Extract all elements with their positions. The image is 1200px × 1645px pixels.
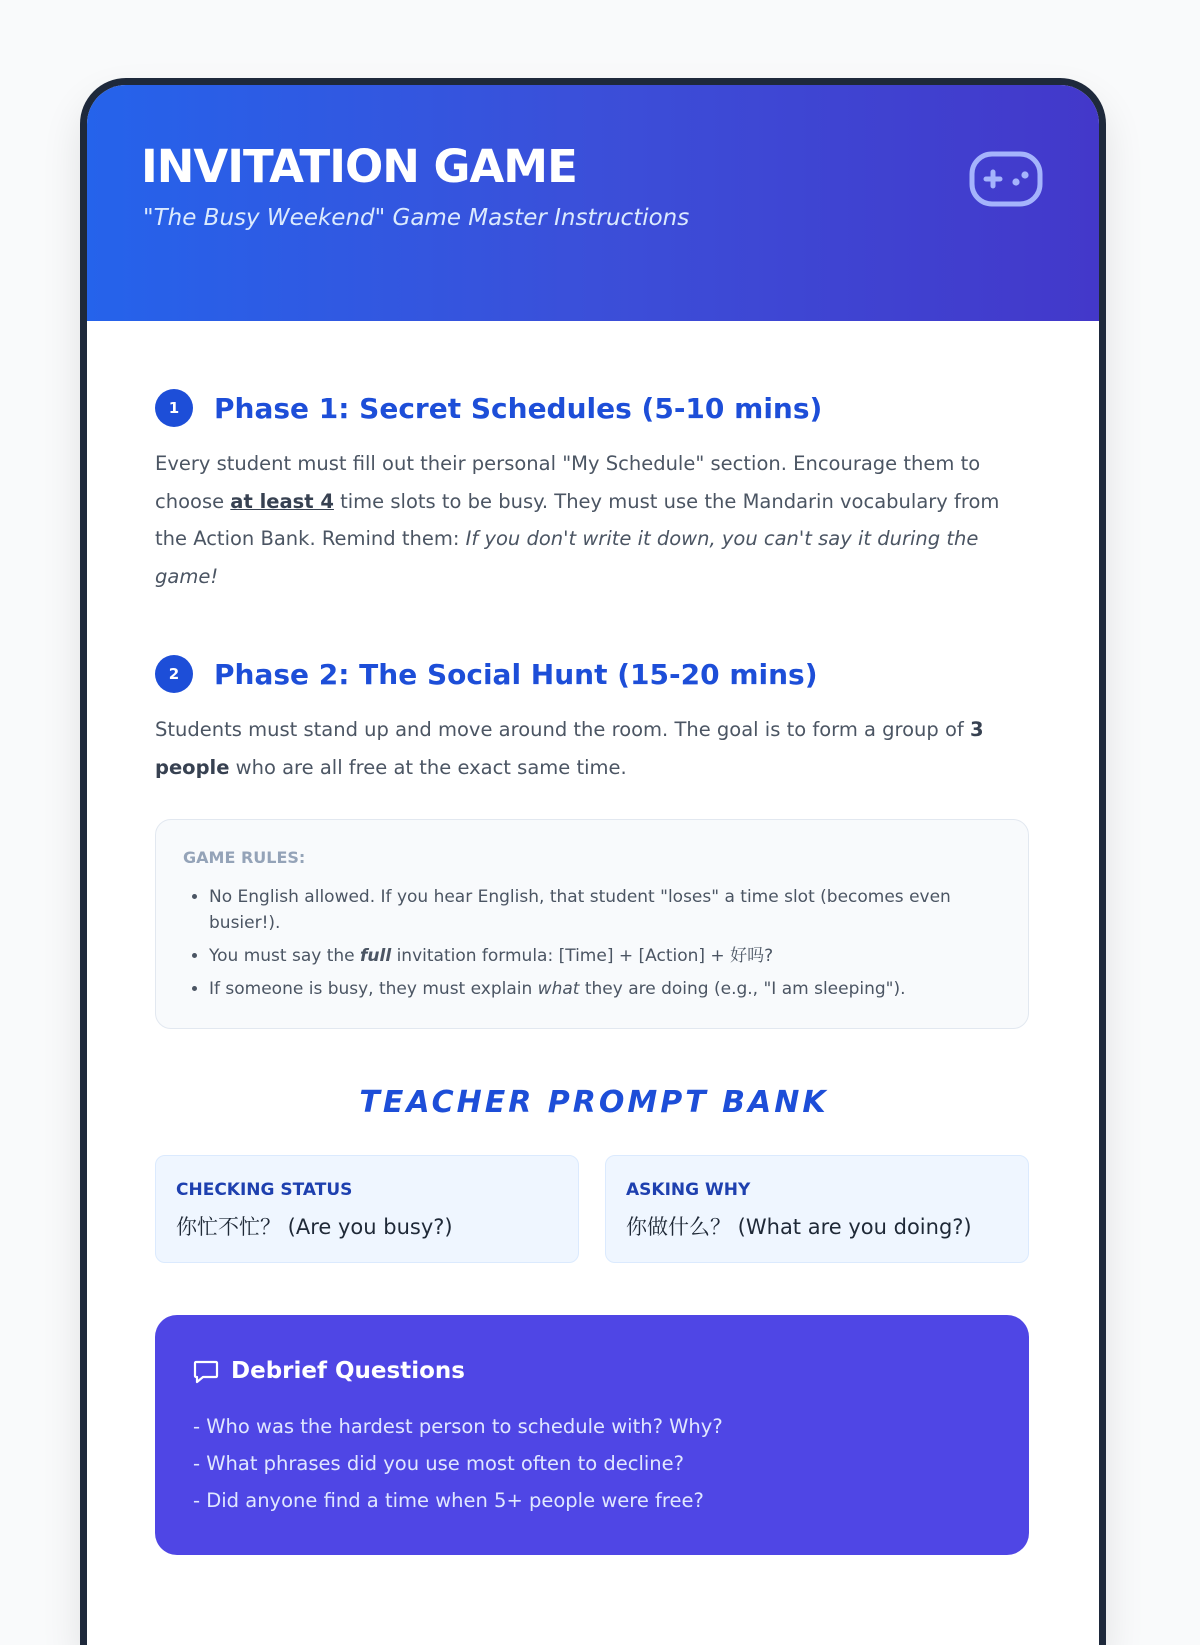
phase-1-number-badge: 1 [155,389,193,427]
rule-2-text-a: You must say the [209,946,361,966]
header-banner [87,85,1099,321]
debrief-question-list [193,1408,723,1519]
rule-3-text-a: If someone is busy, they must explain [209,979,538,999]
phase-1-emphasis: at least 4 [230,489,334,513]
prompt-card-label: ASKING WHY [626,1180,751,1200]
phase-1-heading [155,389,822,427]
rule-item: • No English allowed. If you hear English, that student "loses" a time slot (becomes even busier!). [209,884,1009,936]
prompt-card-label: CHECKING STATUS [176,1180,353,1200]
rule-3-text-b: they are doing (e.g., "I am sleeping"). [579,979,906,999]
page-subtitle: "The Busy Weekend" Game Master Instructions [143,205,690,231]
prompt-card-text: 你忙不忙？ (Are you busy?) [176,1215,453,1239]
phase-2-heading [155,655,818,693]
debrief-panel [155,1315,1029,1555]
instruction-card [80,78,1106,1645]
debrief-title: Debrief Questions [231,1358,465,1384]
debrief-question: - Who was the hardest person to schedule with? Why? [193,1415,723,1438]
prompt-card-checking-status [155,1155,579,1263]
phase-1-text-a: Every student must fill out their personal "My Schedule" section. Encourage them to choose [155,452,981,513]
phase-2-number-badge: 2 [155,655,193,693]
prompt-card-asking-why [605,1155,1029,1263]
phase-2-title: Phase 2: The Social Hunt (15-20 mins) [214,657,818,691]
phase-2-text-b: who are all free at the exact same time. [229,755,627,779]
rule-2-text-b: invitation formula: [Time] + [Action] + 好吗? [391,946,774,966]
phase-1-description [155,445,1033,595]
phase-1-title: Phase 1: Secret Schedules (5-10 mins) [214,391,823,425]
prompt-bank-title: TEACHER PROMPT BANK [359,1085,829,1120]
game-rules-list [183,884,1009,1009]
debrief-question: - Did anyone find a time when 5+ people were free? [193,1489,704,1512]
debrief-heading [193,1358,465,1384]
rule-item [209,976,1009,1002]
phase-1-text-b: time slots to be busy. They must use the Mandarin vocabulary from the Action Bank. Remind them: [155,489,1000,550]
rule-3-emphasis: what [537,979,580,999]
page-title: INVITATION GAME [141,140,577,193]
phase-2-group-size: 3 people [155,718,984,779]
gamepad-icon [969,151,1043,207]
phase-1-reminder: If you don't write it down, you can't say it during the game! [155,527,979,588]
chat-bubble-icon [193,1358,219,1384]
phase-2-description [155,711,1033,786]
debrief-question: - What phrases did you use most often to decline? [193,1452,684,1475]
game-rules-box [155,819,1029,1029]
prompt-card-text: 你做什么？ (What are you doing?) [626,1215,972,1239]
rule-item [209,943,1009,969]
game-rules-title: GAME RULES: [183,848,306,867]
phase-2-text-a: Students must stand up and move around the room. The goal is to form a group of [155,718,970,741]
rule-2-emphasis: full [360,946,392,966]
